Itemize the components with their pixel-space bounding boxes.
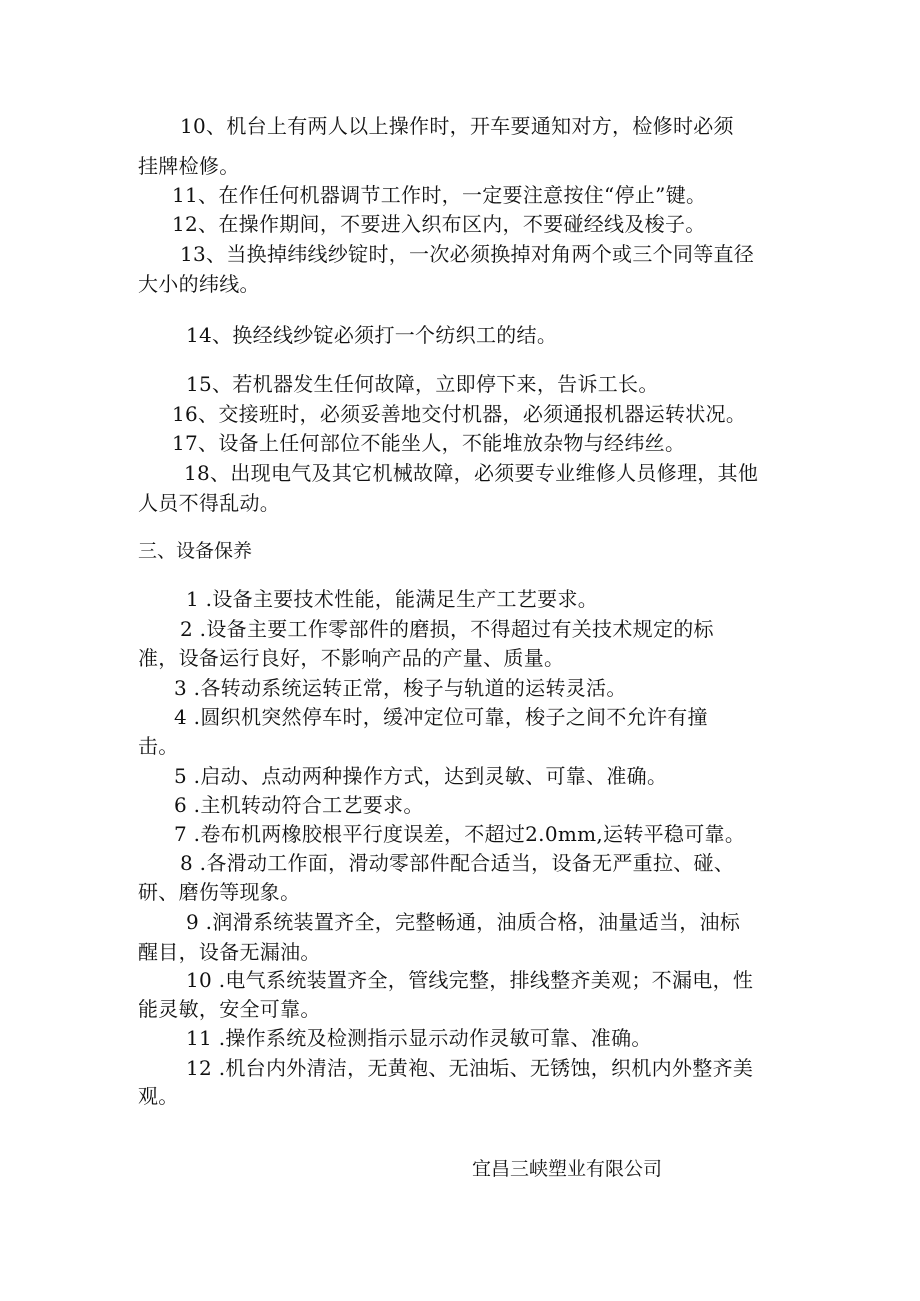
maintenance-item-8-line-1: 8 .各滑动工作面，滑动零部件配合适当，设备无严重拉、碰、 — [180, 851, 735, 875]
maintenance-item-1: 1 .设备主要技术性能，能满足生产工艺要求。 — [186, 587, 599, 611]
maintenance-item-12-line-1: 12 .机台内外清洁，无黄袍、无油垢、无锈蚀，织机内外整齐美 — [186, 1056, 754, 1080]
maintenance-item-3: 3 .各转动系统运转正常，梭子与轨道的运转灵活。 — [174, 676, 627, 700]
maintenance-item-9-line-2: 醒目，设备无漏油。 — [138, 940, 321, 964]
maintenance-item-11: 11 .操作系统及检测指示显示动作灵敏可靠、准确。 — [186, 1026, 652, 1050]
rule-10-line-1: 10、机台上有两人以上操作时，开车要通知对方，检修时必须 — [180, 114, 734, 138]
maintenance-item-9-line-1: 9 .润滑系统装置齐全，完整畅通，油质合格，油量适当，油标 — [186, 910, 741, 934]
maintenance-item-2-line-1: 2 .设备主要工作零部件的磨损，不得超过有关技术规定的标 — [180, 617, 714, 641]
maintenance-item-6: 6 .主机转动符合工艺要求。 — [174, 793, 424, 817]
maintenance-item-5: 5 .启动、点动两种操作方式，达到灵敏、可靠、准确。 — [174, 764, 668, 788]
rule-15: 15、若机器发生任何故障，立即停下来，告诉工长。 — [186, 372, 659, 396]
rule-12: 12、在操作期间，不要进入织布区内，不要碰经线及梭子。 — [172, 212, 706, 236]
rule-13-line-2: 大小的纬线。 — [138, 272, 260, 296]
maintenance-item-4-line-1: 4 .圆织机突然停车时，缓冲定位可靠，梭子之间不允许有撞 — [174, 705, 708, 729]
maintenance-item-10-line-1: 10 .电气系统装置齐全，管线完整，排线整齐美观；不漏电，性 — [186, 968, 754, 992]
maintenance-item-10-line-2: 能灵敏，安全可靠。 — [138, 997, 321, 1021]
maintenance-item-2-line-2: 准，设备运行良好，不影响产品的产量、质量。 — [138, 646, 565, 670]
maintenance-item-12-line-2: 观。 — [138, 1084, 179, 1108]
rule-14: 14、换经线纱锭必须打一个纺织工的结。 — [186, 323, 558, 347]
section-heading: 三、设备保养 — [138, 540, 253, 562]
rule-13-line-1: 13、当换掉纬线纱锭时，一次必须换掉对角两个或三个同等直径 — [180, 242, 755, 266]
rule-17: 17、设备上任何部位不能坐人，不能堆放杂物与经纬丝。 — [172, 431, 686, 455]
maintenance-item-7: 7 .卷布机两橡胶根平行度误差，不超过2.0mm,运转平稳可靠。 — [174, 822, 746, 846]
maintenance-item-8-line-2: 研、磨伤等现象。 — [138, 880, 301, 904]
rule-11: 11、在作任何机器调节工作时，一定要注意按住“停止”键。 — [172, 183, 707, 207]
company-signature: 宜昌三峡塑业有限公司 — [472, 1158, 663, 1180]
rule-16: 16、交接班时，必须妥善地交付机器，必须通报机器运转状况。 — [172, 402, 747, 426]
rule-18-line-2: 人员不得乱动。 — [138, 491, 281, 515]
rule-10-line-2: 挂牌检修。 — [138, 154, 240, 178]
rule-18-line-1: 18、出现电气及其它机械故障，必须要专业维修人员修理，其他 — [184, 461, 759, 485]
maintenance-item-4-line-2: 击。 — [138, 734, 179, 758]
